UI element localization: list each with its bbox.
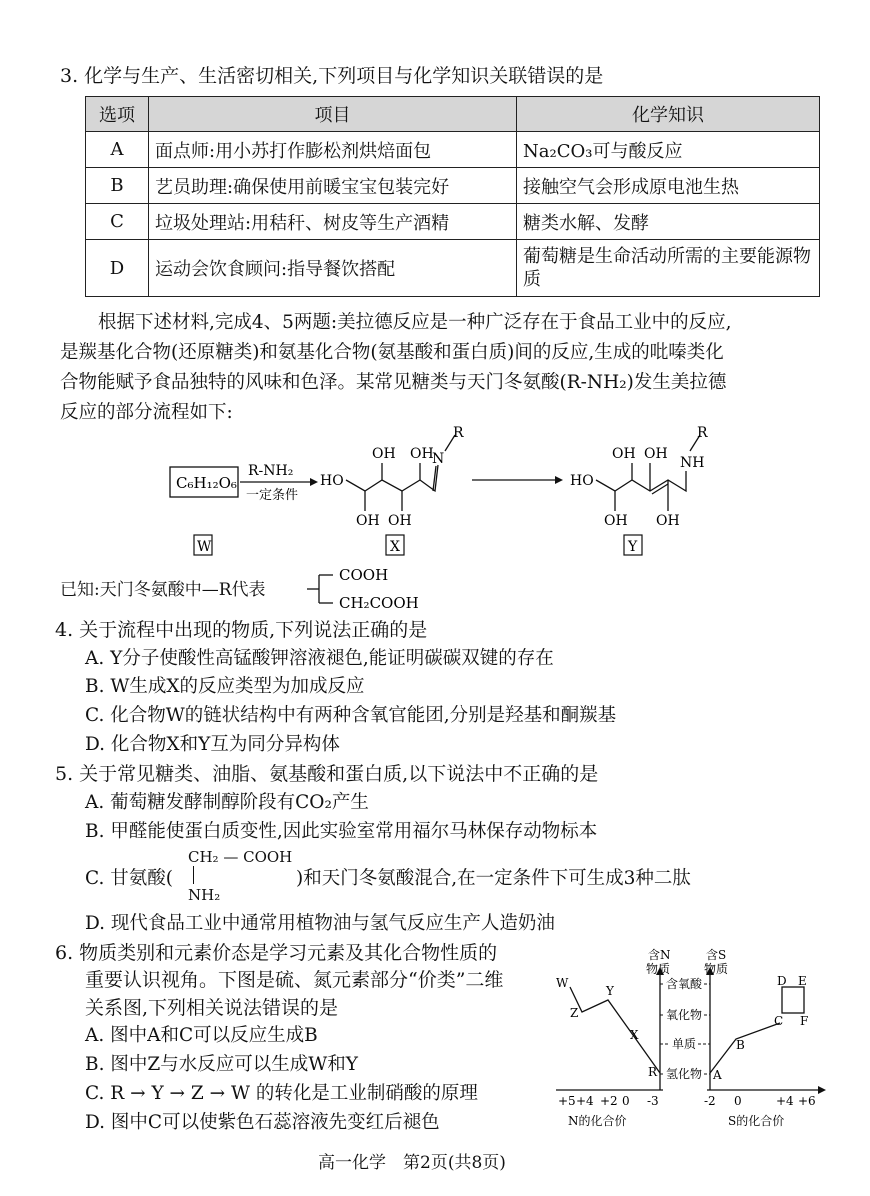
table-row xyxy=(86,168,820,204)
n-tick: 0 xyxy=(622,1094,630,1108)
point-w: W xyxy=(556,976,569,990)
q6-option-b: B. 图中Z与水反应可以生成W和Y xyxy=(85,1054,358,1075)
q5-option-a: A. 葡萄糖发酵制醇阶段有CO₂产生 xyxy=(85,792,369,813)
n-tick: +5 xyxy=(558,1094,576,1108)
x-ho: HO xyxy=(320,473,344,489)
n-tick: -3 xyxy=(647,1094,659,1108)
material-line-1: 根据下述材料,完成4、5两题:美拉德反应是一种广泛存在于食品工业中的反应, xyxy=(98,312,732,333)
row-item: 垃圾处理站:用秸秆、树皮等生产酒精 xyxy=(149,204,517,240)
material-line-3: 合物能赋予食品独特的风味和色泽。某常见糖类与天门冬氨酸(R-NH₂)发生美拉德 xyxy=(60,372,727,393)
s-tick: +6 xyxy=(798,1094,816,1108)
row-knowledge: 糖类水解、发酵 xyxy=(517,204,820,240)
row-item: 运动会饮食顾问:指导餐饮搭配 xyxy=(149,240,517,297)
q6-option-a: A. 图中A和C可以反应生成B xyxy=(85,1025,318,1046)
cat-element: 单质 xyxy=(672,1037,697,1051)
s-axis-title-2: 物质 xyxy=(704,962,729,976)
s-tick: +4 xyxy=(776,1094,794,1108)
q6-option-c: C. R → Y → Z → W 的转化是工业制硝酸的原理 xyxy=(85,1083,478,1104)
reagent: R-NH₂ xyxy=(248,463,294,479)
y-oh-1: OH xyxy=(612,446,636,462)
q4-option-c: C. 化合物W的链状结构中有两种含氧官能团,分别是羟基和酮羰基 xyxy=(85,705,617,726)
q3-stem: 3. 化学与生产、生活密切相关,下列项目与化学知识关联错误的是 xyxy=(60,65,604,87)
point-b: B xyxy=(736,1038,745,1052)
material-line-2: 是羰基化合物(还原糖类)和氨基化合物(氨基酸和蛋白质)间的反应,生成的吡嗪类化 xyxy=(60,342,724,363)
reaction-scheme xyxy=(150,425,790,570)
point-a: A xyxy=(713,1068,722,1082)
cat-hydride: 氢化物 xyxy=(666,1067,703,1081)
q4-stem: 4. 关于流程中出现的物质,下列说法正确的是 xyxy=(55,619,428,641)
x-oh-3: OH xyxy=(356,513,380,529)
known-text: 已知:天门冬氨酸中—R代表 xyxy=(60,580,266,600)
point-y: Y xyxy=(606,984,614,998)
q5-stem: 5. 关于常见糖类、油脂、氨基酸和蛋白质,以下说法中不正确的是 xyxy=(55,763,599,785)
point-c: C xyxy=(774,1014,784,1028)
s-tick: -2 xyxy=(704,1094,716,1108)
s-axis-title-1: 含S xyxy=(706,948,727,962)
n-tick: +4 xyxy=(576,1094,594,1108)
row-knowledge: Na₂CO₃可与酸反应 xyxy=(517,132,820,168)
point-x: X xyxy=(630,1028,639,1042)
table-row xyxy=(86,204,820,240)
x-oh-1: OH xyxy=(372,446,396,462)
point-d: D xyxy=(777,974,787,988)
r-bottom: CH₂COOH xyxy=(339,594,419,612)
y-r: R xyxy=(697,425,708,441)
label-w: W xyxy=(197,539,212,555)
r-top: COOH xyxy=(339,566,389,584)
y-oh-3: OH xyxy=(604,513,628,529)
x-oh-2: OH xyxy=(410,446,434,462)
row-option: B xyxy=(86,168,149,204)
q6-stem-3: 关系图,下列相关说法错误的是 xyxy=(85,997,339,1019)
q6-stem-2: 重要认识视角。下图是硫、氮元素部分“价类”二维 xyxy=(85,969,504,991)
cat-oxyacid: 含氧酸 xyxy=(666,977,703,991)
q5-option-c-pre: C. 甘氨酸( xyxy=(85,868,173,889)
row-option: D xyxy=(86,240,149,297)
q5-option-c-post: )和天门冬氨酸混合,在一定条件下可生成3种二肽 xyxy=(296,868,691,889)
row-knowledge: 葡萄糖是生命活动所需的主要能源物质 xyxy=(517,240,820,297)
valence-category-diagram xyxy=(548,945,848,1135)
x-r: R xyxy=(453,425,464,441)
q4-option-b: B. W生成X的反应类型为加成反应 xyxy=(85,676,365,697)
condition: 一定条件 xyxy=(246,488,299,503)
q3-table xyxy=(85,96,820,297)
table-row xyxy=(86,132,820,168)
q5-option-b: B. 甲醛能使蛋白质变性,因此实验室常用福尔马林保存动物标本 xyxy=(85,821,598,842)
row-knowledge: 接触空气会形成原电池生热 xyxy=(517,168,820,204)
point-r: R xyxy=(648,1065,658,1079)
n-axis-title-1: 含N xyxy=(648,948,671,962)
material-line-4: 反应的部分流程如下: xyxy=(60,402,233,423)
row-item: 面点师:用小苏打作膨松剂烘焙面包 xyxy=(149,132,517,168)
s-tick: 0 xyxy=(734,1094,742,1108)
page-footer: 高一化学 第2页(共8页) xyxy=(318,1153,506,1173)
x-n: N xyxy=(432,451,445,467)
table-row xyxy=(86,240,820,297)
q4-option-a: A. Y分子使酸性高锰酸钾溶液褪色,能证明碳碳双键的存在 xyxy=(85,648,554,669)
point-z: Z xyxy=(570,1006,579,1020)
y-oh-2: OH xyxy=(644,446,668,462)
n-xlabel: N的化合价 xyxy=(568,1114,627,1128)
glycine-structure-top: CH₂ — COOH xyxy=(188,848,293,866)
header-knowledge: 化学知识 xyxy=(517,97,820,132)
q6-stem-1: 6. 物质类别和元素价态是学习元素及其化合物性质的 xyxy=(55,942,498,964)
q4-option-d: D. 化合物X和Y互为同分异构体 xyxy=(85,734,340,755)
r-group-structure xyxy=(305,563,445,615)
header-item: 项目 xyxy=(149,97,517,132)
glycine-structure-bottom: NH₂ xyxy=(188,886,221,904)
n-tick: +2 xyxy=(600,1094,618,1108)
point-e: E xyxy=(798,974,807,988)
y-ho: HO xyxy=(570,473,594,489)
label-y: Y xyxy=(628,539,638,555)
q6-option-d: D. 图中C可以使紫色石蕊溶液先变红后褪色 xyxy=(85,1112,440,1133)
s-xlabel: S的化合价 xyxy=(728,1114,785,1128)
label-x: X xyxy=(390,539,400,555)
header-option: 选项 xyxy=(86,97,149,132)
row-option: A xyxy=(86,132,149,168)
point-f: F xyxy=(800,1014,809,1028)
x-oh-4: OH xyxy=(388,513,412,529)
n-axis-title-2: 物质 xyxy=(646,962,671,976)
glycine-bond xyxy=(193,866,194,884)
row-item: 艺员助理:确保使用前暖宝宝包装完好 xyxy=(149,168,517,204)
y-oh-4: OH xyxy=(656,513,680,529)
cat-oxide: 氧化物 xyxy=(666,1008,703,1022)
q5-option-d: D. 现代食品工业中通常用植物油与氢气反应生产人造奶油 xyxy=(85,913,555,934)
y-nh: NH xyxy=(680,455,705,471)
row-option: C xyxy=(86,204,149,240)
table-header-row xyxy=(86,97,820,132)
w-formula: C₆H₁₂O₆ xyxy=(176,474,237,492)
